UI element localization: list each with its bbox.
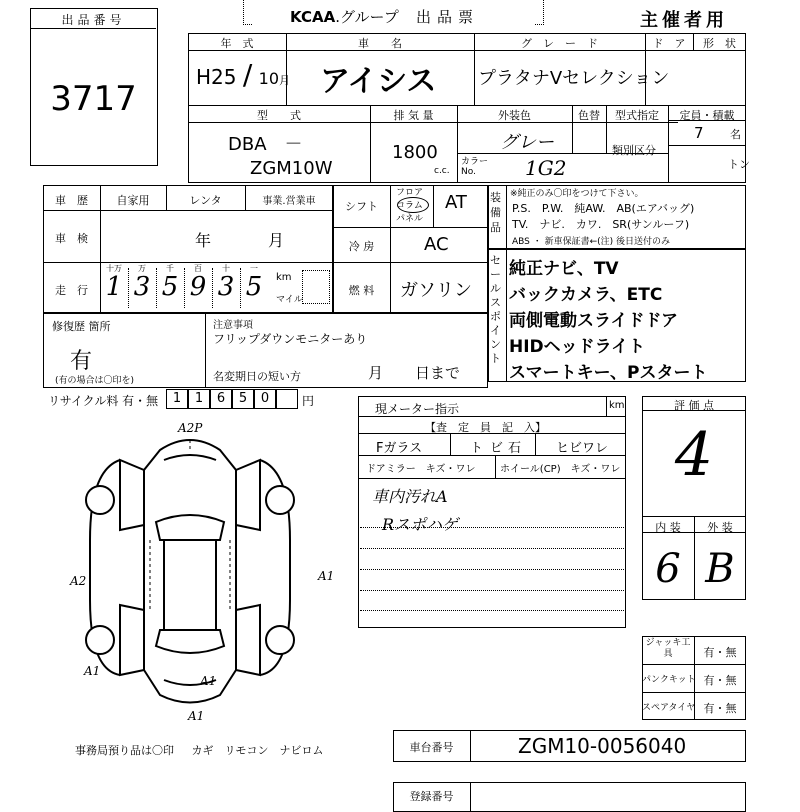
paint-change-label: 色替 (578, 109, 600, 122)
mileage-digit: 9 (189, 272, 207, 302)
interior-label: 内 装 (655, 521, 681, 534)
year-header: 年 式 (220, 37, 254, 50)
recycle-digit: 6 (210, 389, 232, 409)
shift-floor: フロア (396, 188, 424, 198)
recycle-digit: 1 (166, 389, 188, 409)
exterior-label: 外 装 (707, 521, 733, 534)
mileage-digit-label: 十 (222, 264, 230, 273)
glass-option-1: ト (470, 441, 484, 456)
mileage-digit-label: 一 (250, 264, 258, 273)
type-designation-label: 型式指定 (615, 109, 659, 122)
mark-left: A2 (70, 574, 87, 588)
repair-note: (有の場合は〇印を) (55, 376, 135, 386)
mileage-digit-label: 百 (194, 264, 202, 273)
mileage-digit-label: 万 (138, 264, 146, 273)
sales-point-5: スマートキー、Pスタート (509, 363, 708, 383)
option-jack-label: ジャッキ工具 (645, 638, 691, 659)
shift-column: コラム (396, 201, 423, 211)
color-label: 外装色 (498, 109, 531, 122)
car-name: アイシス (320, 64, 437, 99)
displacement-unit: c.c. (434, 166, 450, 176)
sales-label: セールスポイント (490, 254, 501, 365)
exterior-score: B (705, 546, 735, 592)
car-diagram (60, 420, 335, 723)
history-private: 自家用 (116, 194, 150, 207)
option-punctkit-value: 有・無 (703, 674, 737, 687)
recycle-digit: 0 (254, 389, 276, 409)
model-header: 車 名 (358, 37, 402, 50)
inspection-label: 車 検 (55, 232, 88, 245)
sales-point-2: バックカメラ、ETC (509, 285, 663, 305)
chassis-value: ZGM10-0056040 (518, 734, 687, 758)
glass-label: Fガラス (376, 441, 423, 456)
doors-header: ド ア (652, 37, 686, 50)
shape-header: 形 状 (703, 37, 736, 50)
fuel-value: ガソリン (400, 280, 472, 301)
transfer-day: 日まで (415, 364, 461, 382)
mileage-unit-km: km (276, 272, 292, 283)
shift-label: シフト (345, 200, 378, 213)
mileage-separator (128, 268, 129, 308)
option-punctkit-label: パンクキット (642, 675, 696, 685)
brand-logo: KCAA (290, 8, 336, 26)
month-unit: 月 (279, 74, 291, 87)
organizer-label: 主催者用 (640, 10, 728, 31)
class-label: 類別区分 (612, 144, 656, 157)
recycle-label: リサイクル料 有・無 (48, 394, 159, 408)
capacity-ton-unit: トン (728, 158, 750, 171)
wheel-label: ホイール(CP) キズ・ワレ (500, 464, 621, 475)
recycle-digit: 5 (232, 389, 254, 409)
history-rental: レンタ (189, 194, 222, 207)
mileage-digit: 5 (245, 272, 263, 302)
notes-label: 注意事項 (213, 320, 253, 331)
header-bracket (243, 0, 252, 25)
mark-front: A2P (178, 421, 203, 435)
mirror-label: ドアミラー キズ・ワレ (366, 464, 476, 475)
option-jack-value: 有・無 (703, 646, 737, 659)
mileage-digit: 3 (133, 272, 151, 302)
shift-circle (397, 197, 429, 213)
mileage-unit-mile: マイル (276, 295, 303, 305)
mileage-digit: 5 (161, 272, 179, 302)
option-spare-value: 有・無 (703, 702, 737, 715)
year-era: H25 (196, 65, 237, 89)
capacity-label: 定員・積載 (679, 109, 735, 122)
mileage-label: 走 行 (55, 284, 88, 297)
option-spare-label: スペアタイヤ (642, 703, 696, 713)
glass-option-2: ビ (490, 441, 504, 456)
glass-option-4: ヒビワレ (556, 441, 609, 456)
year-month: 10 (258, 69, 280, 88)
header-bracket-right (535, 0, 544, 25)
equipment-line-3: ABS ・ 新車保証書←(注) 後日送付のみ (512, 237, 671, 247)
ac-label: 冷 房 (348, 240, 375, 253)
year-slash: / (242, 58, 253, 91)
year-value (196, 58, 290, 91)
score-value: 4 (674, 420, 714, 490)
interior-score: 6 (655, 546, 681, 592)
chassis-label: 車台番号 (409, 741, 454, 754)
repair-label: 修復歴 箇所 (52, 320, 111, 333)
type-value-2: ZGM10W (250, 158, 333, 179)
mileage-separator (156, 268, 157, 308)
fuel-label: 燃 料 (348, 284, 375, 297)
inspection-year-unit: 年 (195, 231, 212, 250)
inspector-note-1: 車内汚れA (372, 487, 448, 506)
lot-number: 3717 (50, 79, 137, 119)
sales-point-3: 両側電動スライドドア (509, 311, 678, 331)
shift-panel: パネル (396, 214, 424, 224)
mark-bottom: A1 (188, 709, 205, 723)
sales-point-4: HIDヘッドライト (509, 337, 646, 357)
lot-box (30, 8, 158, 166)
mileage-digit-label: 千 (166, 264, 174, 273)
mileage-digit: 1 (105, 272, 123, 302)
equipment-line-2: TV. ナビ. カワ. SR(サンルーフ) (512, 218, 690, 231)
color-code-label: カラー No. (461, 157, 489, 177)
shift-value: AT (445, 192, 467, 213)
meter-unit: km (609, 400, 625, 411)
meter-label: 現メーター指示 (375, 402, 460, 416)
mark-rear-left: A1 (84, 664, 101, 678)
lot-label: 出品番号 (31, 11, 156, 29)
recycle-digit-empty (276, 389, 298, 409)
mileage-separator (184, 268, 185, 308)
capacity-persons: 7 (694, 124, 704, 142)
inspector-note-2: Rスポハゲ (382, 515, 459, 534)
equipment-line-1: P.S. P.W. 純AW. AB(エアバッグ) (512, 202, 695, 215)
mileage-separator (212, 268, 213, 308)
type-label: 型 式 (257, 109, 301, 122)
displacement-label: 排 気 量 (393, 109, 434, 122)
transfer-label: 名変期日の短い方 (213, 370, 301, 383)
office-label (75, 742, 324, 758)
color-code: 1G2 (525, 156, 567, 180)
grade-header: グ レ ー ド (521, 37, 598, 50)
mileage-separator (240, 268, 241, 308)
repair-value: 有 (70, 349, 93, 374)
brand-suffix: .グループ (335, 8, 399, 26)
ac-value: AC (424, 234, 449, 255)
equipment-note: ※純正のみ〇印をつけて下さい。 (510, 189, 644, 199)
recycle-digit: 1 (188, 389, 210, 409)
history-business: 事業.営業車 (262, 196, 316, 207)
mark-right: A1 (318, 569, 335, 583)
equipment-label: 装備品 (490, 191, 501, 234)
form-title: 出品票 (416, 8, 480, 26)
mark-rear: A1 (200, 674, 217, 688)
mileage-unit-box (302, 270, 330, 304)
registration-label: 登録番号 (409, 790, 454, 803)
mileage-digit: 3 (217, 272, 235, 302)
grade-value: プラタナVセレクション (478, 68, 670, 89)
office-items: カギ リモコン ナビロム (191, 744, 324, 757)
history-label: 車 歴 (55, 194, 88, 207)
inspection-month-unit: 月 (268, 231, 285, 250)
recycle-unit: 円 (302, 394, 315, 408)
type-value-1: DBA － (228, 134, 303, 155)
glass-option-3: 石 (508, 441, 522, 456)
header-brand (290, 6, 479, 27)
transfer-month-unit: 月 (368, 364, 384, 382)
inspector-label: 【査 定 員 記 入】 (425, 421, 546, 434)
sales-point-1: 純正ナビ、TV (509, 259, 619, 279)
mileage-digit-label: 十万 (106, 264, 122, 273)
transfer-day-unit (415, 362, 460, 383)
displacement-value: 1800 (392, 142, 438, 163)
color-value: グレー (500, 132, 554, 153)
score-label: 評 価 点 (674, 399, 714, 412)
office-text: 事務局預り品は〇印 (75, 744, 174, 757)
capacity-persons-unit: 名 (730, 128, 741, 141)
notes-value: フリップダウンモニターあり (213, 332, 368, 346)
